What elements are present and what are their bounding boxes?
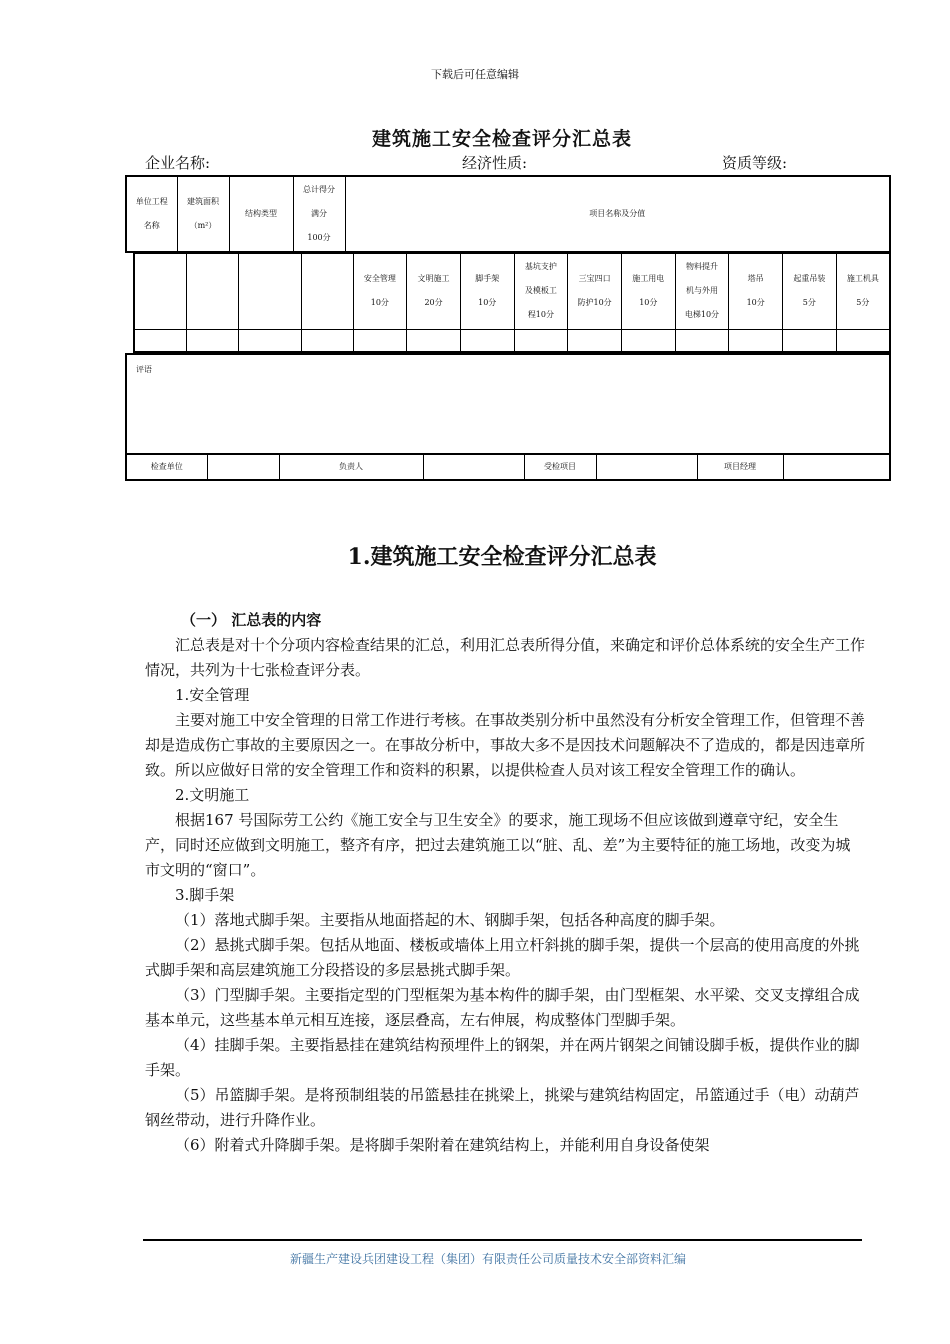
paragraph: （5）吊篮脚手架。是将预制组装的吊篮悬挂在挑梁上，挑梁与建筑结构固定，吊篮通过手（电）动葫芦钢丝带动，进行升降作业。 (145, 1086, 860, 1129)
inspected-project-value (596, 455, 697, 481)
inspected-project-label: 受检项目 (524, 455, 596, 481)
score-cell (783, 329, 837, 352)
item-protection: 三宝四口 防护10分 (568, 253, 622, 329)
blank-cell (301, 253, 353, 329)
project-manager-label: 项目经理 (697, 455, 783, 481)
comment-box (125, 353, 891, 454)
item-tower-crane: 塔吊 10分 (729, 253, 783, 329)
comment-label: 评语 (136, 365, 152, 374)
score-cell (568, 329, 622, 352)
paragraph: 主要对施工中安全管理的日常工作进行考核。在事故类别分析中虽然没有分析安全管理工作，但管理不善却是造成伤亡事故的主要原因之一。在事故分析中，事故大多不是因技术问题解决不了造成的，都是因违章所致。所以应做好日常的安全管理工作和资料的积累，以提供检查人员对该工程安全管理工作的确认。 (145, 711, 866, 779)
paragraph: 3.脚手架 (175, 886, 235, 904)
economic-nature-label: 经济性质: (462, 154, 528, 172)
inspect-unit-value (207, 455, 279, 481)
paragraph: 1.安全管理 (175, 686, 250, 704)
paragraph: （3）门型脚手架。主要指定型的门型框架为基本构件的脚手架，由门型框架、水平梁、交叉支撑组合成基本单元，这些基本单元相互连接，逐层叠高，左右伸展，构成整体门型脚手架。 (145, 986, 860, 1029)
score-cell (675, 329, 729, 352)
score-cell (353, 329, 407, 352)
paragraph: （1）落地式脚手架。主要指从地面搭起的木、钢脚手架，包括各种高度的脚手架。 (175, 911, 725, 929)
score-cell (134, 329, 186, 352)
footer-divider (143, 1239, 862, 1241)
score-cell (729, 329, 783, 352)
enterprise-name-label: 企业名称: (145, 154, 211, 172)
score-cell (186, 329, 238, 352)
items-header: 项目名称及分值 (345, 176, 890, 252)
score-cell (407, 329, 461, 352)
score-cell (836, 329, 890, 352)
score-cell (460, 329, 514, 352)
header-note: 下载后可任意编辑 (431, 68, 519, 81)
item-electricity: 施工用电 10分 (621, 253, 675, 329)
item-machinery: 施工机具 5分 (836, 253, 890, 329)
item-foundation-pit: 基坑支护 及模板工 程10分 (514, 253, 568, 329)
paragraph: 2.文明施工 (175, 786, 250, 804)
blank-cell (238, 253, 301, 329)
item-civilized-construction: 文明施工 20分 (407, 253, 461, 329)
area-header: 建筑面积 （m²） (177, 176, 229, 252)
person-in-charge-value (423, 455, 524, 481)
paragraph: （2）悬挑式脚手架。包括从地面、楼板或墙体上用立杆斜挑的脚手架，提供一个层高的使用高度的外挑式脚手架和高层建筑施工分段搭设的多层悬挑式脚手架。 (145, 936, 860, 979)
signature-row (125, 454, 891, 481)
section-body (145, 608, 865, 1158)
score-items-table (133, 252, 891, 353)
paragraph: 汇总表是对十个分项内容检查结果的汇总，利用汇总表所得分值，来确定和评价总体系统的安全生产工作情况，共列为十七张检查评分表。 (145, 636, 866, 679)
footer-text: 新疆生产建设兵团建设工程（集团）有限责任公司质量技术安全部资料汇编 (289, 1252, 686, 1266)
score-cell (514, 329, 568, 352)
item-hoist: 物料提升 机与外用 电梯10分 (675, 253, 729, 329)
blank-cell (186, 253, 238, 329)
paragraph: （4）挂脚手架。主要指悬挂在建筑结构预埋件上的钢架，并在两片钢架之间铺设脚手板，提供作业的脚手架。 (145, 1036, 860, 1079)
blank-cell (134, 253, 186, 329)
item-scaffolding: 脚手架 10分 (460, 253, 514, 329)
paragraph: 根据167 号国际劳工公约《施工安全与卫生安全》的要求，施工现场不但应该做到遵章守纪，安全生产，同时还应做到文明施工，整齐有序，把过去建筑施工以“脏、乱、差”为主要特征的施工场地，改变为城市文明的“窗口”。 (145, 811, 851, 879)
inspect-unit-label: 检查单位 (126, 455, 207, 481)
item-safety-management: 安全管理 10分 (353, 253, 407, 329)
score-cell (621, 329, 675, 352)
score-table-header (125, 175, 891, 253)
item-lifting: 起重吊装 5分 (783, 253, 837, 329)
form-title: 建筑施工安全检查评分汇总表 (371, 128, 632, 150)
paragraph: （6）附着式升降脚手架。是将脚手架附着在建筑结构上，并能利用自身设备使架 (175, 1136, 710, 1154)
structure-header: 结构类型 (229, 176, 293, 252)
score-cell (301, 329, 353, 352)
total-score-header: 总计得分 满分 100分 (293, 176, 345, 252)
project-manager-value (783, 455, 890, 481)
person-in-charge-label: 负责人 (279, 455, 423, 481)
unit-name-header: 单位工程 名称 (126, 176, 177, 252)
section-title: 1.建筑施工安全检查评分汇总表 (347, 544, 657, 570)
subsection-heading: （一） 汇总表的内容 (181, 611, 322, 629)
qualification-label: 资质等级: (722, 154, 788, 172)
score-cell (238, 329, 301, 352)
